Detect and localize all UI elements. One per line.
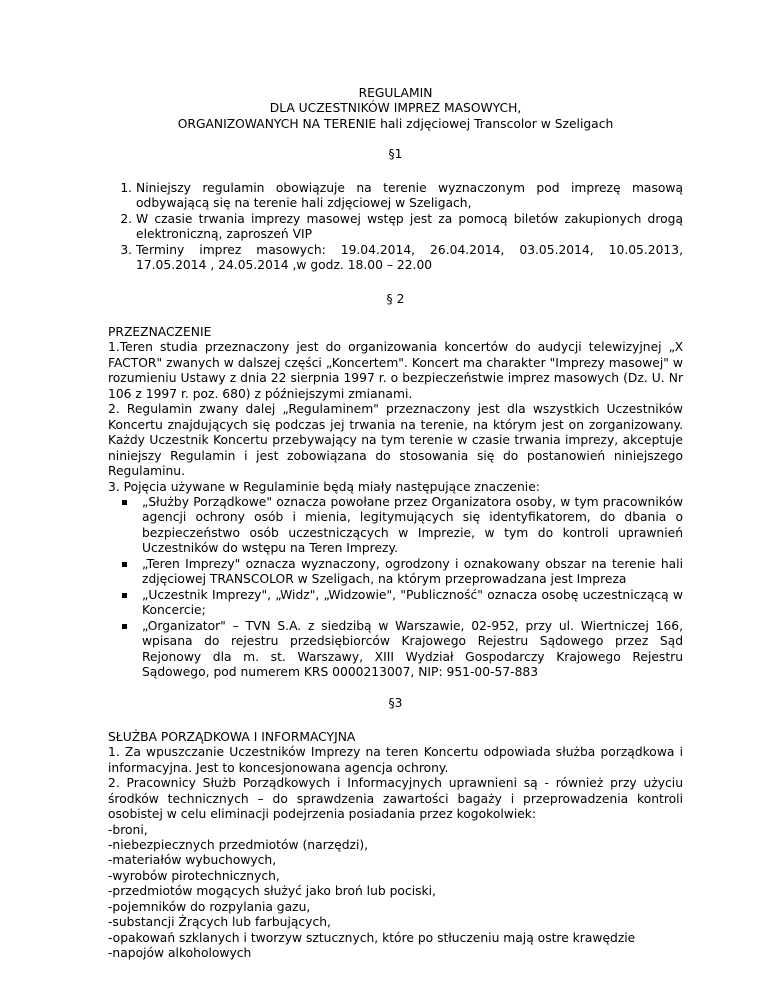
section-3-mark: §3 bbox=[388, 696, 403, 711]
prohibited-items-list bbox=[108, 823, 683, 962]
prohibited-item: -pojemników do rozpylania gazu, bbox=[108, 899, 311, 914]
document-page bbox=[108, 86, 683, 962]
section-1-mark: §1 bbox=[388, 147, 403, 162]
section-2-paragraph-1: 1.Teren studia przeznaczony jest do organizowania koncertów do audycji telewizyjnej „X FACTOR" zwanych w dalszej części „Koncertem". Koncert ma charakter "Imprezy masowej" w rozumieniu Ustawy z dnia 22 sierpnia 1997 r. o bezpieczeństwie imprez masowych (Dz. U. Nr 106 z 1997 r. poz. 680) z późniejszymi zmianami. bbox=[108, 340, 683, 401]
section-1-item: 2. W czasie trwania imprezy masowej wstęp jest za pomocą biletów zakupionych drogą elektroniczną, zaproszeń VIP bbox=[136, 212, 683, 243]
section-2-body bbox=[108, 325, 683, 680]
definition-item: „Uczestnik Imprezy", „Widz", „Widzowie", "Publiczność" oznacza osobę uczestniczącą w Koncercie; bbox=[142, 587, 683, 618]
section-2-paragraph-3: 3. Pojęcia używane w Regulaminie będą miały następujące znaczenie: bbox=[108, 479, 540, 494]
prohibited-item: -przedmiotów mogących służyć jako broń lub pociski, bbox=[108, 884, 436, 899]
section-2-paragraph-2: 2. Regulamin zwany dalej „Regulaminem" przeznaczony jest dla wszystkich Uczestników Koncertu znajdujących się podczas jej trwania na terenie, na którym jest on zorganizowany. Każdy Uczestnik Koncertu przebywający na tym terenie w czasie trwania imprezy, akceptuje niniejszy Regulamin i jest zobowiązana do stosowania się do postanowień niniejszego Regulaminu. bbox=[108, 402, 683, 479]
prohibited-item: -niebezpiecznych przedmiotów (narzędzi), bbox=[108, 838, 369, 853]
section-3-body bbox=[108, 730, 683, 962]
prohibited-item: -materiałów wybuchowych, bbox=[108, 853, 277, 868]
section-1-list bbox=[108, 181, 683, 274]
section-1-item: 1. Niniejszy regulamin obowiązuje na terenie wyznaczonym pod imprezę masową odbywającą się na terenie hali zdjęciowej w Szeligach, bbox=[136, 181, 683, 212]
section-3-paragraph-1: 1. Za wpuszczanie Uczestników Imprezy na teren Koncertu odpowiada służba porządkowa i informacyjna. Jest to koncesjonowana agencja ochrony. bbox=[108, 745, 683, 775]
section-2-mark: § 2 bbox=[386, 291, 405, 306]
prohibited-item: -wyrobów pirotechnicznych, bbox=[108, 868, 280, 883]
section-3-paragraph-2: 2. Pracownicy Służb Porządkowych i Informacyjnych uprawnieni są - również przy użyciu środków technicznych – do sprawdzenia zawartości bagaży i przeprowadzenia kontroli osobistej w celu eliminacji podejrzenia posiadania przez kogokolwiek: bbox=[108, 776, 683, 822]
definitions-list bbox=[108, 495, 683, 680]
section-2-heading: PRZEZNACZENIE bbox=[108, 324, 212, 339]
prohibited-item: -opakowań szklanych i tworzyw sztucznych, które po stłuczeniu mają ostre krawędzie bbox=[108, 930, 636, 945]
title-line-2: DLA UCZESTNIKÓW IMPREZ MASOWYCH, bbox=[269, 101, 522, 116]
title-line-1: REGULAMIN bbox=[358, 86, 433, 100]
definition-item: „Organizator" – TVN S.A. z siedzibą w Warszawie, 02-952, przy ul. Wiertniczej 166, wpisana do rejestru przedsiębiorców Krajowego Rejestru Sądowego przez Sąd Rejonowy dla m. st. Warszawy, XIII Wydział Gospodarczy Krajowego Rejestru Sądowego, pod numerem KRS 0000213007, NIP: 951-00-57-883 bbox=[142, 618, 683, 679]
prohibited-item: -napojów alkoholowych bbox=[108, 946, 252, 961]
document-title bbox=[108, 86, 683, 132]
section-1-item: 3. Terminy imprez masowych: 19.04.2014, 26.04.2014, 03.05.2014, 10.05.2013, 17.05.2014 , 24.05.2014 ,w godz. 18.00 – 22.00 bbox=[136, 243, 683, 274]
definition-item: „Teren Imprezy" oznacza wyznaczony, ogrodzony i oznakowany obszar na terenie hali zdjęciowej TRANSCOLOR w Szeligach, na którym przeprowadzana jest Impreza bbox=[142, 556, 683, 587]
prohibited-item: -substancji Żrących lub farbujących, bbox=[108, 915, 331, 930]
definition-item: „Służby Porządkowe" oznacza powołane przez Organizatora osoby, w tym pracowników agencji ochrony osób i mienia, legitymujących się identyfikatorem, do dbania o bezpieczeństwo osób uczestniczących w Imprezie, w tym do kontroli uprawnień Uczestników do wstępu na Teren Imprezy. bbox=[142, 494, 683, 556]
title-line-3: ORGANIZOWANYCH NA TERENIE hali zdjęciowej Transcolor w Szeligach bbox=[177, 116, 614, 131]
prohibited-item: -broni, bbox=[108, 822, 148, 837]
section-3-heading: SŁUŻBA PORZĄDKOWA I INFORMACYJNA bbox=[108, 729, 356, 744]
